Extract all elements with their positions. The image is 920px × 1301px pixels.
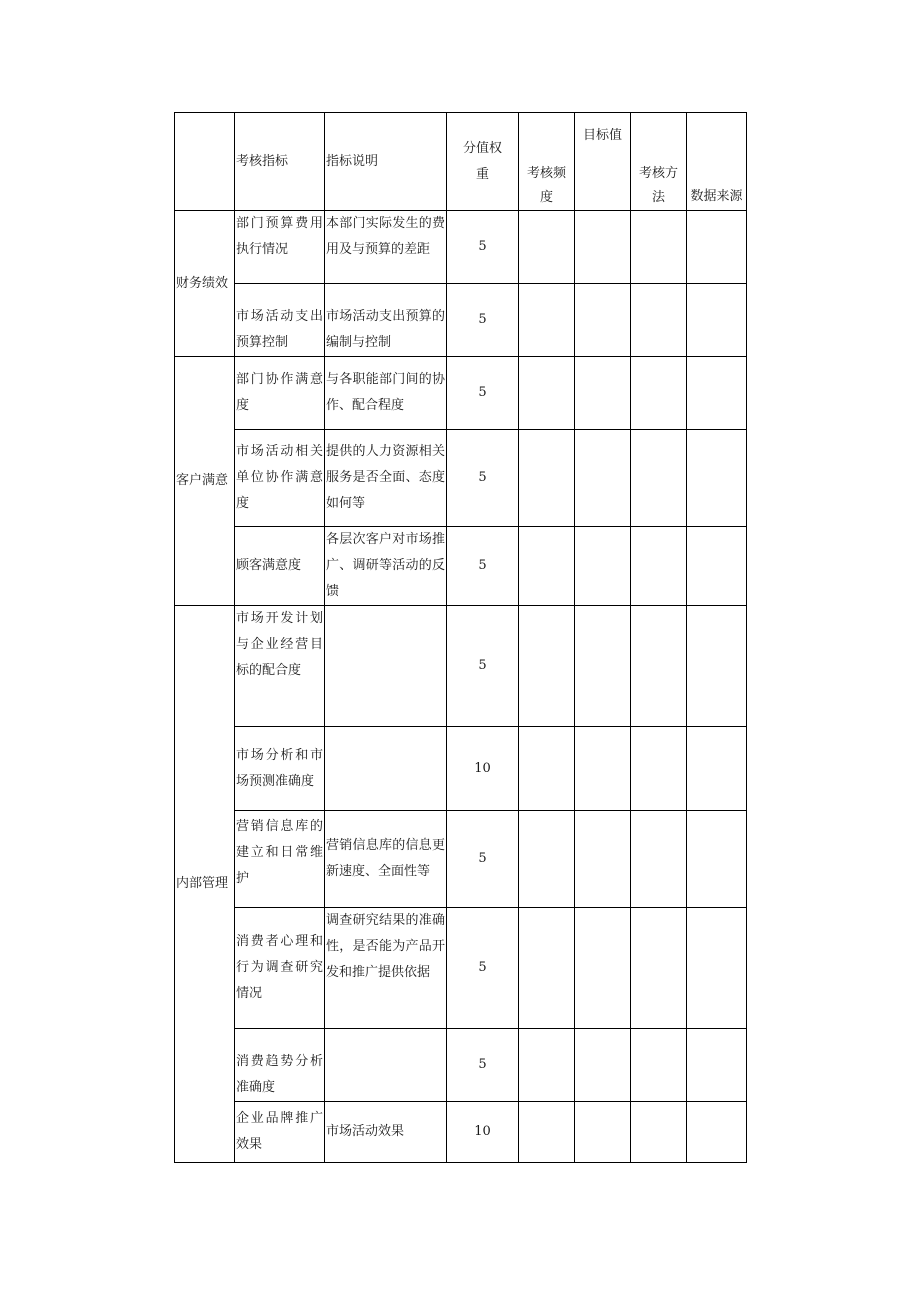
weight-cell: 5: [447, 908, 519, 1029]
header-method: 考核方法: [631, 113, 687, 211]
weight-cell: 5: [447, 1029, 519, 1102]
header-frequency: 考核频度: [519, 113, 575, 211]
source-cell: [687, 284, 747, 357]
table-row: [175, 211, 747, 284]
indicator-cell: 营销信息库的建立和日常维护: [235, 811, 325, 908]
table-row: [175, 357, 747, 430]
table-row: [175, 811, 747, 908]
indicator-cell: 市场活动支出预算控制: [235, 284, 325, 357]
description-cell: 本部门实际发生的费用及与预算的差距: [325, 211, 447, 284]
target-cell: [575, 430, 631, 527]
table-row: [175, 284, 747, 357]
table-row: [175, 1029, 747, 1102]
description-cell: 与各职能部门间的协作、配合程度: [325, 357, 447, 430]
indicator-cell: 部门协作满意度: [235, 357, 325, 430]
indicator-cell: 顾客满意度: [235, 527, 325, 606]
weight-cell: 5: [447, 284, 519, 357]
table-row: [175, 1102, 747, 1163]
method-cell: [631, 284, 687, 357]
source-cell: [687, 1102, 747, 1163]
indicator-cell: 消费趋势分析准确度: [235, 1029, 325, 1102]
weight-cell: 5: [447, 211, 519, 284]
header-source: 数据来源: [687, 113, 747, 211]
method-cell: [631, 527, 687, 606]
method-cell: [631, 606, 687, 727]
header-target: 目标值: [575, 113, 631, 211]
frequency-cell: [519, 908, 575, 1029]
frequency-cell: [519, 284, 575, 357]
header-indicator: 考核指标: [235, 113, 325, 211]
table-row: [175, 527, 747, 606]
weight-cell: 5: [447, 606, 519, 727]
method-cell: [631, 908, 687, 1029]
target-cell: [575, 1029, 631, 1102]
frequency-cell: [519, 811, 575, 908]
table-row: [175, 908, 747, 1029]
category-internal: 内部管理: [175, 606, 235, 1163]
weight-cell: 5: [447, 811, 519, 908]
description-cell: 各层次客户对市场推广、调研等活动的反馈: [325, 527, 447, 606]
source-cell: [687, 606, 747, 727]
header-category: [175, 113, 235, 211]
method-cell: [631, 1029, 687, 1102]
target-cell: [575, 527, 631, 606]
weight-cell: 10: [447, 727, 519, 811]
description-cell: 营销信息库的信息更新速度、全面性等: [325, 811, 447, 908]
description-cell: [325, 1029, 447, 1102]
description-cell: 提供的人力资源相关服务是否全面、态度如何等: [325, 430, 447, 527]
frequency-cell: [519, 606, 575, 727]
method-cell: [631, 357, 687, 430]
weight-cell: 10: [447, 1102, 519, 1163]
target-cell: [575, 1102, 631, 1163]
source-cell: [687, 357, 747, 430]
indicator-cell: 部门预算费用执行情况: [235, 211, 325, 284]
weight-cell: 5: [447, 430, 519, 527]
target-cell: [575, 357, 631, 430]
source-cell: [687, 430, 747, 527]
indicator-cell: 市场活动相关单位协作满意度: [235, 430, 325, 527]
target-cell: [575, 284, 631, 357]
indicator-cell: 消费者心理和行为调查研究情况: [235, 908, 325, 1029]
method-cell: [631, 211, 687, 284]
category-customer: 客户满意: [175, 357, 235, 606]
target-cell: [575, 606, 631, 727]
frequency-cell: [519, 1029, 575, 1102]
frequency-cell: [519, 430, 575, 527]
description-cell: 市场活动效果: [325, 1102, 447, 1163]
weight-cell: 5: [447, 527, 519, 606]
frequency-cell: [519, 727, 575, 811]
method-cell: [631, 811, 687, 908]
header-description: 指标说明: [325, 113, 447, 211]
source-cell: [687, 811, 747, 908]
method-cell: [631, 430, 687, 527]
source-cell: [687, 211, 747, 284]
description-cell: 市场活动支出预算的编制与控制: [325, 284, 447, 357]
indicator-cell: 市场分析和市场预测准确度: [235, 727, 325, 811]
method-cell: [631, 1102, 687, 1163]
source-cell: [687, 527, 747, 606]
description-cell: [325, 727, 447, 811]
category-finance: 财务绩效: [175, 211, 235, 357]
target-cell: [575, 727, 631, 811]
frequency-cell: [519, 527, 575, 606]
source-cell: [687, 908, 747, 1029]
description-cell: 调查研究结果的准确性，是否能为产品开发和推广提供依据: [325, 908, 447, 1029]
table-row: [175, 606, 747, 727]
indicator-cell: 企业品牌推广效果: [235, 1102, 325, 1163]
indicator-cell: 市场开发计划与企业经营目标的配合度: [235, 606, 325, 727]
target-cell: [575, 811, 631, 908]
source-cell: [687, 727, 747, 811]
kpi-table: [174, 112, 747, 1163]
frequency-cell: [519, 211, 575, 284]
description-cell: [325, 606, 447, 727]
frequency-cell: [519, 1102, 575, 1163]
target-cell: [575, 908, 631, 1029]
table-row: [175, 727, 747, 811]
frequency-cell: [519, 357, 575, 430]
table-row: [175, 430, 747, 527]
source-cell: [687, 1029, 747, 1102]
method-cell: [631, 727, 687, 811]
header-row: [175, 113, 747, 211]
header-weight: 分值权重: [447, 113, 519, 211]
target-cell: [575, 211, 631, 284]
weight-cell: 5: [447, 357, 519, 430]
